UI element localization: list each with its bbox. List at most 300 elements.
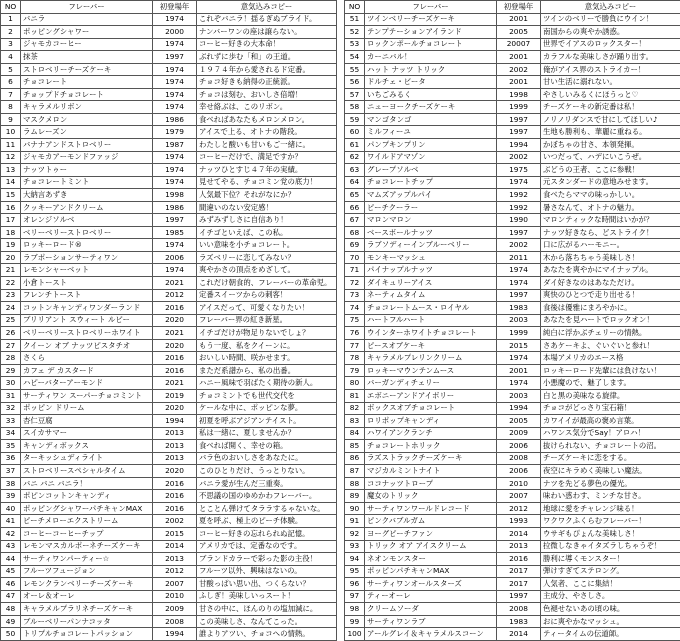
table-body-right bbox=[345, 13, 680, 640]
cell-flavor: コーヒーコーヒーチップ bbox=[21, 527, 153, 540]
cell-year: 2019 bbox=[153, 389, 197, 402]
cell-year: 1997 bbox=[497, 289, 541, 302]
cell-copy: 定番スイーツからの刺客！ bbox=[197, 289, 337, 302]
cell-no: 85 bbox=[345, 440, 365, 453]
table-row bbox=[345, 214, 680, 227]
cell-copy: 地球に愛をチャレンジ味る！ bbox=[541, 502, 680, 515]
cell-copy: ダイ好きなのはあなただけ。 bbox=[541, 277, 680, 290]
cell-flavor: チョコレートホリック bbox=[365, 440, 497, 453]
cell-year: 1974 bbox=[497, 352, 541, 365]
cell-no: 25 bbox=[1, 314, 21, 327]
table-row bbox=[1, 553, 337, 566]
cell-year: 1999 bbox=[497, 101, 541, 114]
cell-year: 2006 bbox=[497, 465, 541, 478]
cell-year: 1992 bbox=[497, 189, 541, 202]
cell-copy: 私は一緒に、夏しませんか？ bbox=[197, 427, 337, 440]
cell-copy: これだけ朝食的、フレーバーの革命児。 bbox=[197, 277, 337, 290]
cell-flavor: オレンジソルベ bbox=[21, 214, 153, 227]
table-row bbox=[345, 339, 680, 352]
cell-year: 2017 bbox=[497, 565, 541, 578]
cell-flavor: フルーツフュージョン bbox=[21, 565, 153, 578]
cell-year: 2013 bbox=[497, 540, 541, 553]
cell-year: 2001 bbox=[497, 76, 541, 89]
cell-year: 2005 bbox=[497, 415, 541, 428]
cell-flavor: パンプキンプリン bbox=[365, 139, 497, 152]
table-row bbox=[345, 402, 680, 415]
cell-flavor: 魔女のトリック bbox=[365, 490, 497, 503]
cell-copy: 主成分、やさしさ。 bbox=[541, 590, 680, 603]
table-row bbox=[1, 164, 337, 177]
table-row bbox=[345, 427, 680, 440]
cell-no: 3 bbox=[1, 38, 21, 51]
cell-no: 57 bbox=[345, 88, 365, 101]
table-row bbox=[1, 76, 337, 89]
cell-copy: かぼちゃの甘さ、本領発揮。 bbox=[541, 139, 680, 152]
cell-year: 20007 bbox=[497, 38, 541, 51]
cell-year: 2010 bbox=[497, 477, 541, 490]
cell-year: 2017 bbox=[497, 578, 541, 591]
table-row bbox=[345, 515, 680, 528]
table-row bbox=[1, 251, 337, 264]
ranking-table-right bbox=[344, 0, 680, 639]
cell-year: 2014 bbox=[497, 628, 541, 641]
cell-copy: 抜けられない、チョコレートの沼。 bbox=[541, 440, 680, 453]
cell-flavor: さくら bbox=[21, 352, 153, 365]
header-no: NO bbox=[345, 1, 365, 14]
cell-copy: 甘酸っぱい思い出、つくらない？ bbox=[197, 578, 337, 591]
cell-no: 63 bbox=[345, 164, 365, 177]
cell-copy: チョコ好きも納得の正統派。 bbox=[197, 76, 337, 89]
cell-year: 1997 bbox=[497, 226, 541, 239]
table-row bbox=[1, 226, 337, 239]
cell-copy: バニラ愛が生んだ三重奏。 bbox=[197, 477, 337, 490]
cell-year: 1974 bbox=[153, 13, 197, 26]
table-row bbox=[1, 352, 337, 365]
cell-no: 61 bbox=[345, 139, 365, 152]
cell-year: 1974 bbox=[153, 88, 197, 101]
cell-flavor: キャラメルプレリンクリーム bbox=[365, 352, 497, 365]
header-year: 初登場年 bbox=[497, 1, 541, 14]
cell-no: 62 bbox=[345, 151, 365, 164]
cell-no: 28 bbox=[1, 352, 21, 365]
table-row bbox=[345, 578, 680, 591]
cell-copy: いい意味を小チョコレート。 bbox=[197, 239, 337, 252]
cell-copy: チーズケーキに恋をする。 bbox=[541, 452, 680, 465]
cell-flavor: バーガンディチェリー bbox=[365, 377, 497, 390]
cell-year: 1974 bbox=[153, 101, 197, 114]
cell-no: 8 bbox=[1, 101, 21, 114]
table-row bbox=[345, 76, 680, 89]
cell-no: 89 bbox=[345, 490, 365, 503]
cell-no: 16 bbox=[1, 201, 21, 214]
cell-flavor: ベリーベリーストロベリー bbox=[21, 226, 153, 239]
table-row bbox=[345, 327, 680, 340]
table-row bbox=[1, 289, 337, 302]
cell-no: 4 bbox=[1, 51, 21, 64]
cell-copy: ティータイムの伝道師。 bbox=[541, 628, 680, 641]
cell-flavor: ドルチェ・ビータ bbox=[365, 76, 497, 89]
cell-no: 92 bbox=[345, 527, 365, 540]
cell-copy: この美味しさ、なんてこった。 bbox=[197, 615, 337, 628]
cell-flavor: ストロベリーチーズケーキ bbox=[21, 63, 153, 76]
cell-flavor: サーティワンパーティー☆ bbox=[21, 553, 153, 566]
cell-flavor: ポッピングシャワー bbox=[21, 26, 153, 39]
cell-year: 2014 bbox=[153, 540, 197, 553]
cell-no: 40 bbox=[1, 502, 21, 515]
table-row bbox=[345, 502, 680, 515]
cell-copy: ラズベリーに恋してみない？ bbox=[197, 251, 337, 264]
cell-no: 55 bbox=[345, 63, 365, 76]
table-row bbox=[1, 465, 337, 478]
cell-flavor: サーティワンワールドレコード bbox=[365, 502, 497, 515]
cell-year: 2010 bbox=[153, 590, 197, 603]
cell-no: 88 bbox=[345, 477, 365, 490]
cell-no: 6 bbox=[1, 76, 21, 89]
table-row bbox=[1, 113, 337, 126]
cell-no: 83 bbox=[345, 415, 365, 428]
cell-copy: 食べたらママの味っかしい。 bbox=[541, 189, 680, 202]
cell-copy: 南国からの爽やか誘惑。 bbox=[541, 26, 680, 39]
cell-year: 2016 bbox=[153, 364, 197, 377]
cell-copy: 誰よりアツい、チョコへの情熱。 bbox=[197, 628, 337, 641]
cell-copy: フレーバー界の紅き新星。 bbox=[197, 314, 337, 327]
cell-no: 42 bbox=[1, 527, 21, 540]
cell-copy: ふしぎ！美味しいっスート！ bbox=[197, 590, 337, 603]
header-flavor: フレーバー bbox=[21, 1, 153, 14]
cell-year: 1974 bbox=[153, 38, 197, 51]
table-row bbox=[345, 415, 680, 428]
cell-no: 5 bbox=[1, 63, 21, 76]
cell-flavor: ピースオブケーキ bbox=[365, 339, 497, 352]
cell-year: 1992 bbox=[497, 201, 541, 214]
cell-copy: アイスで上る、オトナの階段。 bbox=[197, 126, 337, 139]
cell-copy: フルーツ以外、興味はないの。 bbox=[197, 565, 337, 578]
cell-flavor: ツインベリーチーズケーキ bbox=[365, 13, 497, 26]
table-row bbox=[345, 553, 680, 566]
cell-no: 98 bbox=[345, 603, 365, 616]
table-row bbox=[345, 239, 680, 252]
cell-flavor: レモンクランベリーチーズケーキ bbox=[21, 578, 153, 591]
cell-year: 1999 bbox=[497, 327, 541, 340]
cell-no: 59 bbox=[345, 113, 365, 126]
table-row bbox=[345, 364, 680, 377]
table-row bbox=[345, 590, 680, 603]
header-no: NO bbox=[1, 1, 21, 14]
table-row bbox=[1, 502, 337, 515]
cell-flavor: カフェ デ カスタード bbox=[21, 364, 153, 377]
cell-flavor: クイーン オブ ナッツピスタチオ bbox=[21, 339, 153, 352]
table-row bbox=[1, 477, 337, 490]
table-row bbox=[345, 251, 680, 264]
cell-copy: ウサギもぴょんな美味しさ！ bbox=[541, 527, 680, 540]
cell-copy: あなたを爽やかにマイナップル。 bbox=[541, 264, 680, 277]
cell-no: 86 bbox=[345, 452, 365, 465]
table-row bbox=[345, 88, 680, 101]
cell-flavor: クッキーアンドクリーム bbox=[21, 201, 153, 214]
table-row bbox=[1, 88, 337, 101]
cell-year: 1986 bbox=[153, 113, 197, 126]
cell-flavor: ナッツトゥー bbox=[21, 164, 153, 177]
cell-flavor: サーティワンラブ bbox=[365, 615, 497, 628]
cell-copy: とことん弾けてタララするゃないな。 bbox=[197, 502, 337, 515]
cell-copy: ナツを先どる夢色の優光。 bbox=[541, 477, 680, 490]
table-row bbox=[1, 339, 337, 352]
table-row bbox=[1, 440, 337, 453]
table-row bbox=[345, 201, 680, 214]
cell-flavor: ネオンモンスター bbox=[365, 553, 497, 566]
cell-copy: ノリノリダンスで甘にしてほしい♪ bbox=[541, 113, 680, 126]
cell-no: 21 bbox=[1, 264, 21, 277]
cell-no: 11 bbox=[1, 139, 21, 152]
cell-no: 60 bbox=[345, 126, 365, 139]
table-header-row bbox=[1, 1, 337, 14]
cell-no: 24 bbox=[1, 302, 21, 315]
table-row bbox=[1, 490, 337, 503]
cell-year: 2001 bbox=[497, 51, 541, 64]
cell-copy: このひとりだけ、うっとりない。 bbox=[197, 465, 337, 478]
cell-flavor: ピーチメローエクストリーム bbox=[21, 515, 153, 528]
cell-copy: コーヒー好きの大本命！ bbox=[197, 38, 337, 51]
cell-flavor: ロッキーロード® bbox=[21, 239, 153, 252]
cell-copy: 俺がアイス界のストライカー！ bbox=[541, 63, 680, 76]
cell-no: 23 bbox=[1, 289, 21, 302]
cell-flavor: ロックンポールチョコレート bbox=[365, 38, 497, 51]
cell-copy: ぶれずに歩む「和」の王道。 bbox=[197, 51, 337, 64]
cell-flavor: ハピーバターアーモンド bbox=[21, 377, 153, 390]
cell-flavor: マジカルミントナイト bbox=[365, 465, 497, 478]
cell-flavor: チョコレート bbox=[21, 76, 153, 89]
cell-year: 2013 bbox=[153, 427, 197, 440]
cell-no: 82 bbox=[345, 402, 365, 415]
cell-year: 1974 bbox=[153, 176, 197, 189]
table-row bbox=[345, 389, 680, 402]
cell-no: 15 bbox=[1, 189, 21, 202]
cell-no: 39 bbox=[1, 490, 21, 503]
cell-year: 2002 bbox=[497, 239, 541, 252]
cell-no: 70 bbox=[345, 251, 365, 264]
cell-no: 47 bbox=[1, 590, 21, 603]
cell-no: 31 bbox=[1, 389, 21, 402]
table-row bbox=[345, 477, 680, 490]
cell-flavor: テンプテーションアイランド bbox=[365, 26, 497, 39]
cell-no: 96 bbox=[345, 578, 365, 591]
cell-copy: チーズケーキの新定番は私！ bbox=[541, 101, 680, 114]
cell-no: 46 bbox=[1, 578, 21, 591]
cell-flavor: ハートフルハート bbox=[365, 314, 497, 327]
cell-copy: ハニー風味で羽ばたく期待の新人。 bbox=[197, 377, 337, 390]
cell-copy: コーヒーだけで、満足ですか？ bbox=[197, 151, 337, 164]
table-row bbox=[1, 402, 337, 415]
cell-copy: 勝利に導くモンスター！ bbox=[541, 553, 680, 566]
cell-copy: 甘い生活に溺れない。 bbox=[541, 76, 680, 89]
cell-year: 1974 bbox=[497, 176, 541, 189]
cell-no: 19 bbox=[1, 239, 21, 252]
cell-no: 36 bbox=[1, 452, 21, 465]
cell-year: 1974 bbox=[153, 239, 197, 252]
table-body-left bbox=[1, 13, 337, 640]
cell-year: 2003 bbox=[497, 314, 541, 327]
table-row bbox=[345, 226, 680, 239]
cell-no: 49 bbox=[1, 615, 21, 628]
cell-year: 2012 bbox=[153, 289, 197, 302]
cell-flavor: バニ バニ バニラ！ bbox=[21, 477, 153, 490]
cell-flavor: ピンクバブルガム bbox=[365, 515, 497, 528]
cell-flavor: マムズアップルパイ bbox=[365, 189, 497, 202]
cell-year: 1974 bbox=[497, 264, 541, 277]
table-row bbox=[1, 527, 337, 540]
cell-no: 50 bbox=[1, 628, 21, 641]
cell-no: 68 bbox=[345, 226, 365, 239]
table-row bbox=[1, 603, 337, 616]
cell-year: 1974 bbox=[153, 264, 197, 277]
table-row bbox=[1, 239, 337, 252]
cell-flavor: ティーオーレ bbox=[365, 590, 497, 603]
table-row bbox=[345, 314, 680, 327]
cell-no: 84 bbox=[345, 427, 365, 440]
cell-year: 2016 bbox=[497, 553, 541, 566]
table-row bbox=[1, 302, 337, 315]
cell-year: 2020 bbox=[153, 339, 197, 352]
header-copy: 意気込みコピー bbox=[197, 1, 337, 14]
cell-no: 20 bbox=[1, 251, 21, 264]
cell-flavor: トリック オア アイスクリーム bbox=[365, 540, 497, 553]
cell-flavor: 杏仁豆腐 bbox=[21, 415, 153, 428]
cell-year: 2007 bbox=[153, 578, 197, 591]
cell-year: 2001 bbox=[497, 364, 541, 377]
table-row bbox=[1, 26, 337, 39]
cell-no: 95 bbox=[345, 565, 365, 578]
cell-no: 80 bbox=[345, 377, 365, 390]
cell-copy: まただ系譜から、私の出番。 bbox=[197, 364, 337, 377]
table-row bbox=[345, 51, 680, 64]
cell-copy: 弾けすぎてステロング。 bbox=[541, 565, 680, 578]
cell-flavor: ブリリアント スウィート ルビー bbox=[21, 314, 153, 327]
table-row bbox=[1, 427, 337, 440]
cell-copy: 人気者、ここに集結！ bbox=[541, 578, 680, 591]
table-row bbox=[345, 490, 680, 503]
cell-year: 2014 bbox=[497, 527, 541, 540]
table-row bbox=[345, 289, 680, 302]
cell-copy: わたしと酸いも甘いもご一緒に。 bbox=[197, 139, 337, 152]
table-row bbox=[345, 26, 680, 39]
cell-no: 12 bbox=[1, 151, 21, 164]
cell-no: 14 bbox=[1, 176, 21, 189]
cell-no: 7 bbox=[1, 88, 21, 101]
flavor-table-1-50 bbox=[0, 0, 337, 641]
cell-copy: 世界でイアスのロックスター！ bbox=[541, 38, 680, 51]
cell-flavor: ハワイアンクランチ bbox=[365, 427, 497, 440]
cell-copy: 間違いのない安定感！ bbox=[197, 201, 337, 214]
table-row bbox=[1, 201, 337, 214]
cell-copy: さあケーキよ、ぐいぐいと参れ！ bbox=[541, 339, 680, 352]
table-row bbox=[345, 151, 680, 164]
cell-no: 79 bbox=[345, 364, 365, 377]
cell-no: 56 bbox=[345, 76, 365, 89]
cell-flavor: ダイキュリーアイス bbox=[365, 277, 497, 290]
cell-no: 75 bbox=[345, 314, 365, 327]
cell-year: 1979 bbox=[153, 126, 197, 139]
cell-copy: ナンバーワンの座は譲らない。 bbox=[197, 26, 337, 39]
cell-no: 74 bbox=[345, 302, 365, 315]
cell-flavor: 大納言あずき bbox=[21, 189, 153, 202]
table-row bbox=[1, 63, 337, 76]
cell-no: 94 bbox=[345, 553, 365, 566]
table-row bbox=[345, 264, 680, 277]
cell-year: 1986 bbox=[153, 201, 197, 214]
cell-no: 52 bbox=[345, 26, 365, 39]
cell-copy: ロッキーロード先輩には負けない！ bbox=[541, 364, 680, 377]
cell-year: 2006 bbox=[497, 440, 541, 453]
cell-flavor: ジャモカコーヒー bbox=[21, 38, 153, 51]
cell-copy: ナッツひとすじ４７年の実績。 bbox=[197, 164, 337, 177]
cell-year: 1994 bbox=[153, 415, 197, 428]
cell-year: 2002 bbox=[153, 515, 197, 528]
cell-year: 2020 bbox=[153, 402, 197, 415]
table-row bbox=[345, 527, 680, 540]
cell-no: 43 bbox=[1, 540, 21, 553]
cell-copy: 味わい惑わす、ミンチな甘さ。 bbox=[541, 490, 680, 503]
cell-flavor: ジャモカアーモンドファッジ bbox=[21, 151, 153, 164]
cell-no: 44 bbox=[1, 553, 21, 566]
cell-copy: 甘さの中に、ほんのりの塩加減に。 bbox=[197, 603, 337, 616]
table-row bbox=[1, 176, 337, 189]
cell-no: 69 bbox=[345, 239, 365, 252]
cell-no: 76 bbox=[345, 327, 365, 340]
cell-flavor: ベリーベリーストロベリーホワイト bbox=[21, 327, 153, 340]
cell-year: 1997 bbox=[497, 126, 541, 139]
cell-year: 1994 bbox=[153, 628, 197, 641]
cell-copy: ケールな中に、ポッピンな夢。 bbox=[197, 402, 337, 415]
cell-copy: 不思議の国のゆめかわフレーバー。 bbox=[197, 490, 337, 503]
table-row bbox=[1, 565, 337, 578]
table-row bbox=[1, 377, 337, 390]
cell-no: 87 bbox=[345, 465, 365, 478]
cell-flavor: ボックスオブチョコレート bbox=[365, 402, 497, 415]
table-row bbox=[345, 113, 680, 126]
cell-year: 1985 bbox=[153, 226, 197, 239]
table-row bbox=[345, 13, 680, 26]
cell-year: 2005 bbox=[497, 26, 541, 39]
cell-no: 29 bbox=[1, 364, 21, 377]
cell-copy: イチゴといえば、この私。 bbox=[197, 226, 337, 239]
cell-copy: ナッツ好きなら、どストライク！ bbox=[541, 226, 680, 239]
cell-year: 2020 bbox=[153, 465, 197, 478]
cell-copy: 爽快のひとつで走り出せる！ bbox=[541, 289, 680, 302]
cell-year: 2008 bbox=[153, 615, 197, 628]
cell-flavor: ポピンコットンキャンディ bbox=[21, 490, 153, 503]
cell-no: 2 bbox=[1, 26, 21, 39]
cell-flavor: いちごみるく bbox=[365, 88, 497, 101]
cell-year: 2015 bbox=[497, 339, 541, 352]
table-row bbox=[1, 578, 337, 591]
cell-flavor: キャラメルリボン bbox=[21, 101, 153, 114]
cell-year: 2016 bbox=[153, 352, 197, 365]
cell-no: 58 bbox=[345, 101, 365, 114]
cell-no: 66 bbox=[345, 201, 365, 214]
cell-year: 2002 bbox=[497, 63, 541, 76]
cell-copy: これぞバニラ！揺るぎぬブライド。 bbox=[197, 13, 337, 26]
table-row bbox=[345, 377, 680, 390]
cell-no: 32 bbox=[1, 402, 21, 415]
cell-no: 30 bbox=[1, 377, 21, 390]
cell-year: 2016 bbox=[153, 302, 197, 315]
cell-no: 73 bbox=[345, 289, 365, 302]
cell-copy: 幸せ絡ぶは、このリボン。 bbox=[197, 101, 337, 114]
cell-year: 1998 bbox=[153, 189, 197, 202]
cell-copy: 夜空にキラめく美味しい魔法。 bbox=[541, 465, 680, 478]
cell-copy: 生地も勝利も、華麗に重ねる。 bbox=[541, 126, 680, 139]
table-row bbox=[1, 38, 337, 51]
